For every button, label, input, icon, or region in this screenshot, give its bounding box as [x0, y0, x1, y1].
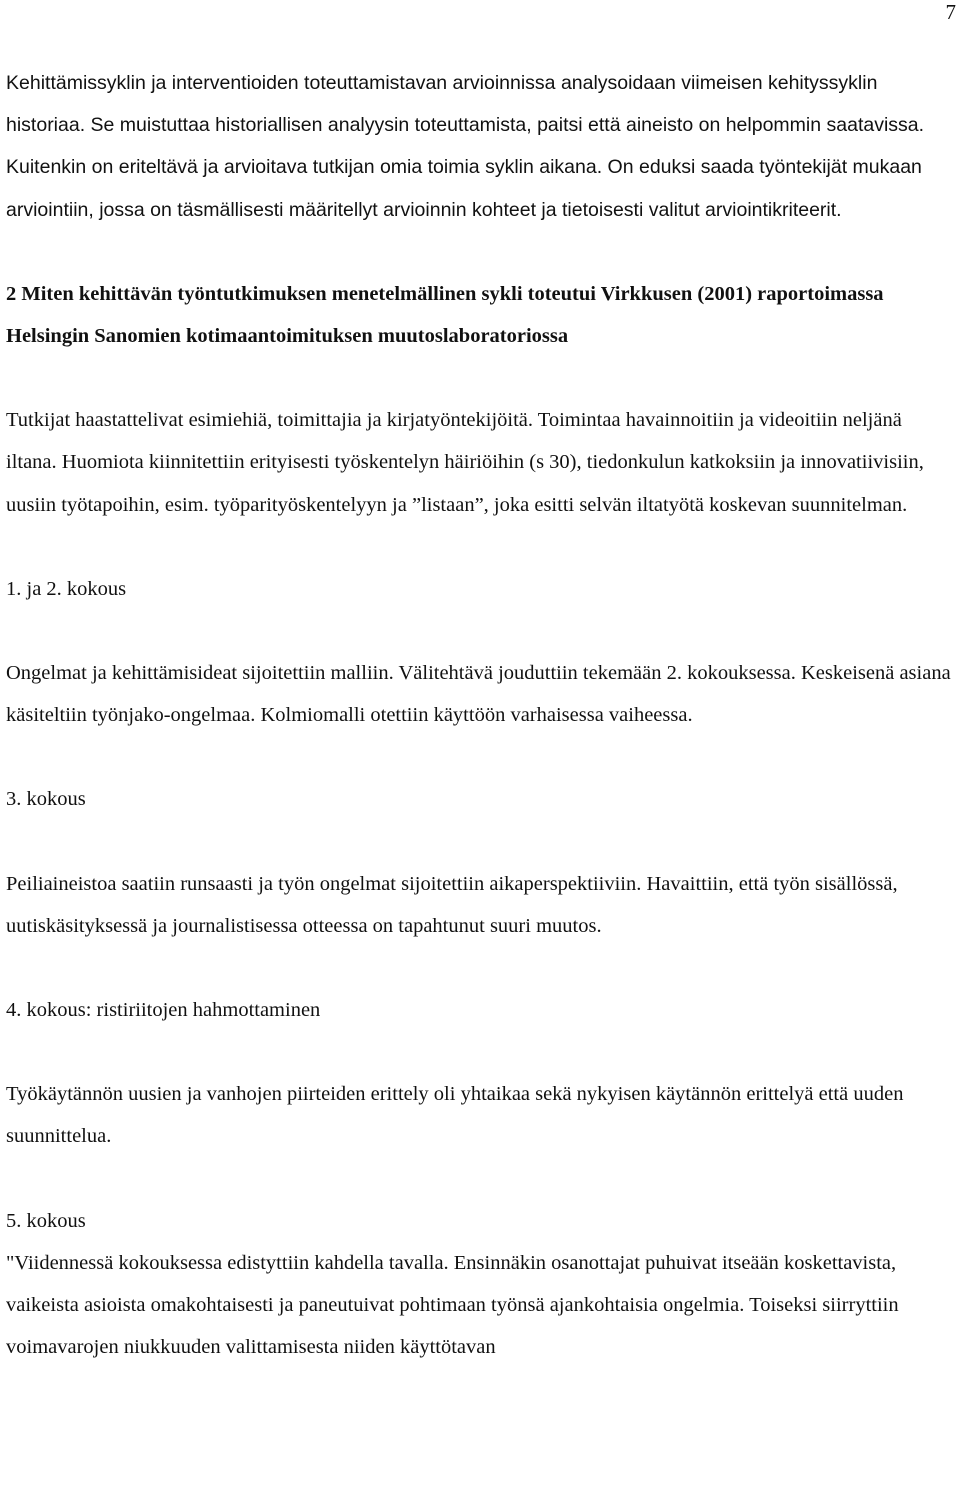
document-body [6, 62, 951, 1368]
meeting-5-text: "Viidennessä kokouksessa edistyttiin kahdella tavalla. Ensinnäkin osanottajat puhuivat itseään koskettavista, vaikeista asioista omakohtaisesti ja paneutuivat pohtimaan työnsä ajankohtaisia ongelmia. Toiseksi siirryttiin voimavarojen niukkuuden valittamisesta niiden käyttötavan [6, 1251, 899, 1359]
intro-paragraph: Kehittämissyklin ja interventioiden toteuttamistavan arvioinnissa analysoidaan viimeisen kehityssyklin historiaa. Se muistuttaa historiallisen analyysin toteuttamista, paitsi että aineisto on helpommin saatavissa. Kuitenkin on eriteltävä ja arvioitava tutkijan omia toimia syklin aikana. On eduksi saada työntekijät mukaan arviointiin, jossa on täsmällisesti määritellyt arvioinnin kohteet ja tietoisesti valitut arviointikriteerit. [6, 72, 925, 221]
section-heading: 2 Miten kehittävän työntutkimuksen menetelmällinen sykli toteutui Virkkusen (2001) raportoimassa Helsingin Sanomien kotimaantoimituksen muutoslaboratoriossa [6, 282, 884, 348]
meeting-3-text: Peiliaineistoa saatiin runsaasti ja työn ongelmat sijoitettiin aikaperspektiiviin. Havaittiin, että työn sisällössä, uutiskäsityksessä ja journalistisessa otteessa on tapahtunut suuri muutos. [6, 872, 898, 937]
meeting-3-label: 3. kokous [6, 788, 86, 811]
section-paragraph-1: Tutkijat haastattelivat esimiehiä, toimittajia ja kirjatyöntekijöitä. Toimintaa havainnoitiin ja videoitiin neljänä iltana. Huomiota kiinnitettiin erityisesti työskentelyn häiriöihin (s 30), tiedonkulun katkoksiin ja innovatiivisiin, uusiin työtapoihin, esim. työparityöskentelyyn ja ”listaan”, joka esitti selvän iltatyötä koskevan suunnitelman. [6, 409, 924, 516]
meeting-1-2-label: 1. ja 2. kokous [6, 577, 127, 600]
meeting-5-label: 5. kokous [6, 1209, 86, 1232]
meeting-4-text: Työkäytännön uusien ja vanhojen piirteiden erittely oli yhtaikaa sekä nykyisen käytännön erittelyä että uuden suunnittelua. [6, 1083, 904, 1148]
page-number: 7 [945, 0, 956, 24]
meeting-4-label: 4. kokous: ristiriitojen hahmottaminen [6, 999, 321, 1022]
meeting-1-2-text: Ongelmat ja kehittämisideat sijoitettiin malliin. Välitehtävä jouduttiin tekemään 2. kokouksessa. Keskeisenä asiana käsiteltiin työnjako-ongelmaa. Kolmiomalli otettiin käyttöön varhaisessa vaiheessa. [6, 662, 951, 727]
